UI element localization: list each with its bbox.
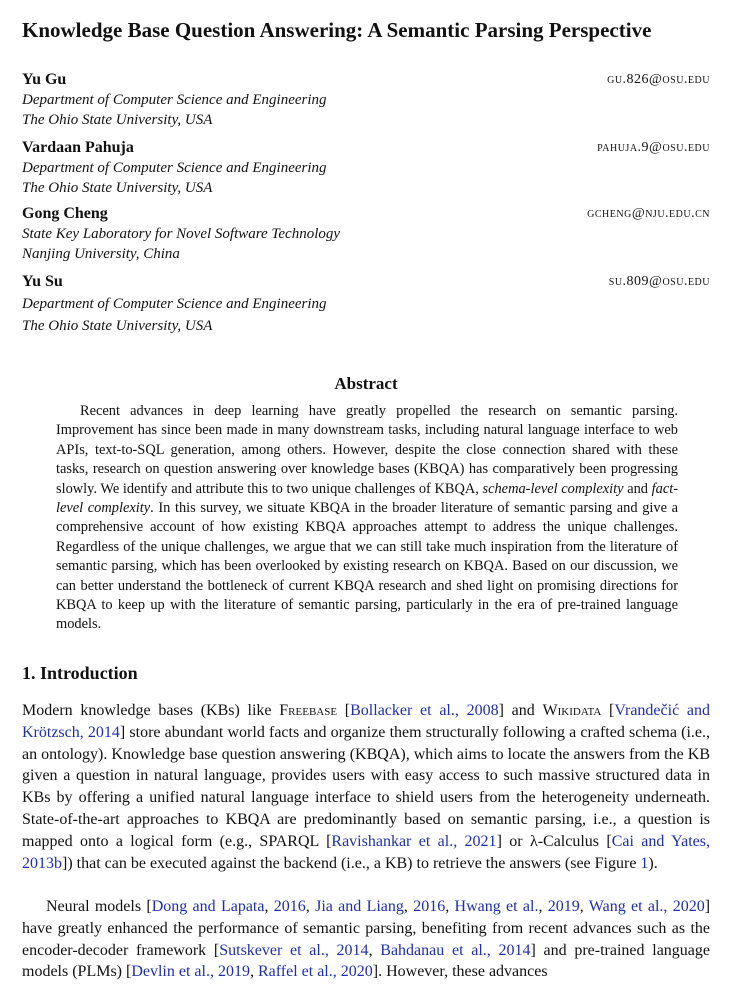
author-block xyxy=(22,204,710,264)
author-affiliation: Department of Computer Science and Engineering xyxy=(22,92,327,108)
citation-link[interactable]: Bahdanau et al., 2014 xyxy=(380,941,531,959)
author-block xyxy=(22,138,710,198)
author-name: Yu Su xyxy=(22,273,63,290)
citation-link[interactable]: Cai and Yates, 2013b xyxy=(22,832,710,872)
author-name: Vardaan Pahuja xyxy=(22,139,134,156)
author-affiliation: The Ohio State University, USA xyxy=(22,112,213,128)
author-affiliation: Department of Computer Science and Engineering xyxy=(22,160,327,176)
author-affiliation: Department of Computer Science and Engineering xyxy=(22,296,327,312)
paper-title: Knowledge Base Question Answering: A Semantic Parsing Perspective xyxy=(22,18,652,42)
citation-link[interactable]: 2016 xyxy=(413,898,446,915)
author-affiliation: The Ohio State University, USA xyxy=(22,180,213,196)
abstract-heading: Abstract xyxy=(334,374,398,393)
citation-link[interactable]: Vrandečić and Krötzsch, 2014 xyxy=(22,702,710,741)
author-block xyxy=(22,272,710,336)
section-heading: 1. Introduction xyxy=(22,663,138,683)
citation-link[interactable]: 2016 xyxy=(273,898,306,915)
author-email[interactable]: su.809@osu.edu xyxy=(608,274,710,289)
citation-link[interactable]: Jia and Liang xyxy=(315,898,404,915)
abstract-text: Recent advances in deep learning have greatly propelled the research on semantic parsing. Improvement has since been made in many downstream tasks, including natural language interface to web APIs, text-to-SQL generation, among others. However, despite the close connection shared with these tasks, research on question answering over knowledge bases (KBQA) has comparatively been progressing slowly. We identify and attribute this to two unique challenges of KBQA, schema-level complexity and fact-level complexity. In this survey, we situate KBQA in the broader literature of semantic parsing and give a comprehensive account of how existing KBQA approaches attempt to address the unique challenges. Regardless of the unique challenges, we argue that we can still take much inspiration from the literature of semantic parsing, which has been overlooked by existing research on KBQA. Based on our discussion, we can better understand the bottleneck of current KBQA research and shed light on promising directions for KBQA to keep up with the literature of semantic parsing, particularly in the era of pre-trained language models. xyxy=(56,403,678,633)
kb-name: Wikidata xyxy=(542,702,602,719)
citation-link[interactable]: Dong and Lapata xyxy=(151,898,265,915)
citation-link[interactable]: Raffel et al., 2020 xyxy=(257,963,373,981)
author-name: Yu Gu xyxy=(22,71,67,88)
citation-link[interactable]: 2019 xyxy=(547,898,580,915)
kb-name: Freebase xyxy=(279,702,338,719)
author-email[interactable]: gcheng@nju.edu.cn xyxy=(587,206,710,221)
citation-link[interactable]: Sutskever et al., 2014 xyxy=(219,941,369,959)
citation-link[interactable]: Hwang et al. xyxy=(454,898,539,915)
author-affiliation: Nanjing University, China xyxy=(22,246,180,262)
author-email[interactable]: gu.826@osu.edu xyxy=(607,72,710,87)
citation-link[interactable]: Wang et al., 2020 xyxy=(588,898,705,915)
citation-link[interactable]: Ravishankar et al., 2021 xyxy=(331,832,497,850)
author-name: Gong Cheng xyxy=(22,205,108,222)
author-affiliation: State Key Laboratory for Novel Software Technology xyxy=(22,226,341,242)
citation-link[interactable]: Bollacker et al., 2008 xyxy=(350,702,499,719)
citation-link[interactable]: Devlin et al., 2019 xyxy=(131,963,250,981)
author-block xyxy=(22,70,710,130)
author-email[interactable]: pahuja.9@osu.edu xyxy=(597,140,710,155)
figure-link[interactable]: 1 xyxy=(640,854,649,872)
intro-paragraph: Neural models [Dong and Lapata, 2016, Jia and Liang, 2016, Hwang et al., 2019, Wang et al., 2020] have greatly enhanced the performance of semantic parsing, benefiting from recent advances such as the encoder-decoder framework [Sutskever et al., 2014, Bahdanau et al., 2014] and pre-trained language models (PLMs) [Devlin et al., 2019, Raffel et al., 2020]. However, these advances xyxy=(22,898,711,981)
intro-paragraph: Modern knowledge bases (KBs) like Freebase [Bollacker et al., 2008] and Wikidata [Vrandečić and Krötzsch, 2014] store abundant world facts and organize them structurally following a crafted schema (i.e., an ontology). Knowledge base question answering (KBQA), which aims to locate the answers from the KB given a question in natural language, provides users with easy access to such massive structured data in KBs by offering a unified natural language interface to shield users from the heterogeneity underneath. State-of-the-art approaches to KBQA are predominantly based on semantic parsing, i.e., a question is mapped onto a logical form (e.g., SPARQL [Ravishankar et al., 2021] or λ-Calculus [Cai and Yates, 2013b]) that can be executed against the backend (i.e., a KB) to retrieve the answers (see Figure 1). xyxy=(22,702,710,872)
author-affiliation: The Ohio State University, USA xyxy=(22,318,213,334)
